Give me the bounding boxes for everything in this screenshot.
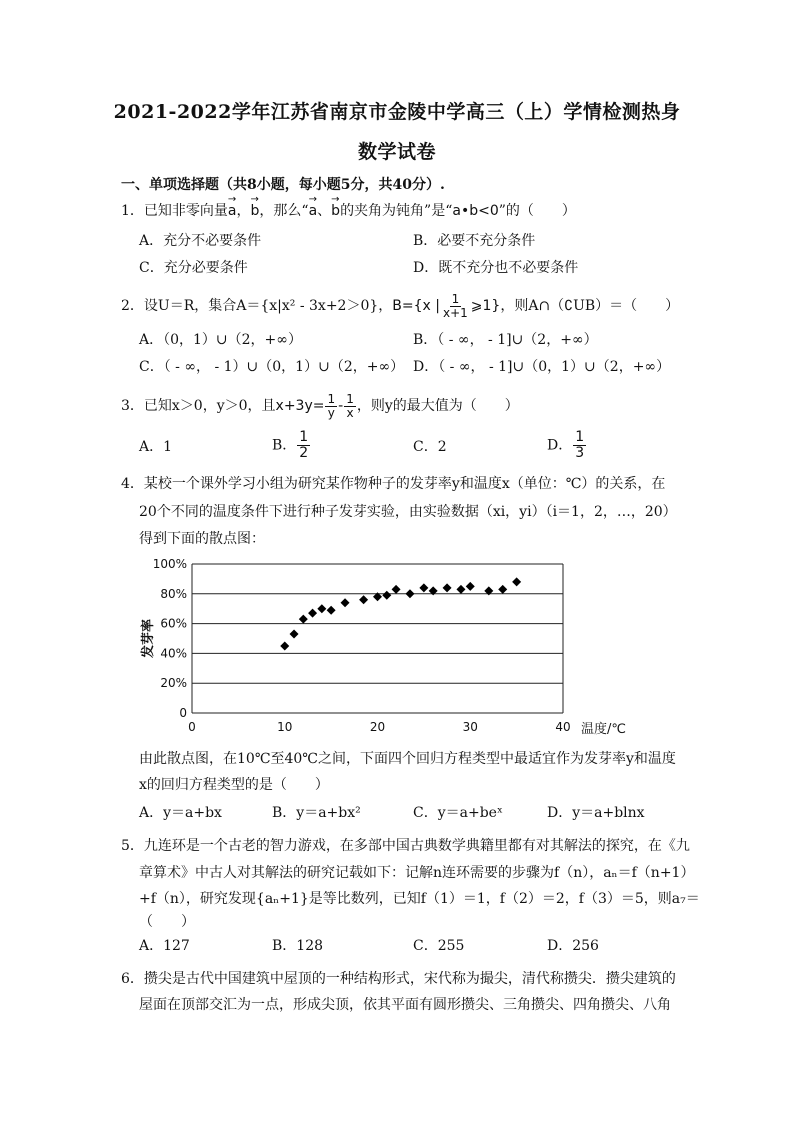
vector-a: → a bbox=[228, 201, 237, 221]
data-point bbox=[290, 630, 299, 639]
data-point bbox=[512, 577, 521, 586]
x-tick-label: 0 bbox=[188, 720, 196, 734]
x-tick-label: 30 bbox=[462, 720, 478, 734]
q3-option-a: A．1 bbox=[139, 439, 173, 455]
data-point bbox=[443, 583, 452, 592]
q3-text: 3．已知x＞0，y＞0，且 bbox=[121, 398, 276, 414]
q1-sep2: 、 bbox=[317, 203, 332, 219]
q2-option-b: B．（ - ∞， - 1]∪（2，+∞） bbox=[413, 332, 598, 348]
q1-option-d: D．既不充分也不必要条件 bbox=[413, 260, 579, 276]
q4-option-c: C．y＝a+beˣ bbox=[413, 805, 503, 821]
q5-line-2: 章算术》中古人对其解法的研究记载如下：记解n连环需要的步骤为f（n），aₙ＝f（n+1） bbox=[139, 865, 695, 881]
y-tick-label: 20% bbox=[160, 676, 187, 691]
q1-option-c: C．充分必要条件 bbox=[139, 260, 248, 276]
q2-frac-den: x+1 bbox=[442, 305, 468, 320]
y-tick-label: 40% bbox=[160, 646, 187, 661]
q5-option-a: A．127 bbox=[139, 938, 190, 954]
q3-option-d bbox=[547, 430, 587, 461]
q3-option-b-frac bbox=[297, 430, 310, 461]
x-tick-label: 10 bbox=[277, 720, 293, 734]
q3-d-num: 1 bbox=[575, 429, 585, 445]
scatter-chart bbox=[140, 556, 660, 741]
data-point bbox=[382, 591, 391, 600]
question-3 bbox=[121, 392, 519, 420]
q5-option-b: B．128 bbox=[272, 938, 324, 954]
q2-frac-num: 1 bbox=[451, 291, 460, 306]
q2-set-b-close: ⩾1} bbox=[470, 298, 501, 314]
data-point bbox=[299, 615, 308, 624]
q1-option-b: B．必要不充分条件 bbox=[413, 233, 536, 249]
data-point bbox=[498, 585, 507, 594]
data-point bbox=[405, 589, 414, 598]
q4-line-3: 得到下面的散点图： bbox=[139, 531, 265, 547]
q2-option-d: D．（ - ∞， - 1]∪（0，1）∪（2，+∞） bbox=[413, 359, 671, 375]
data-point bbox=[317, 604, 326, 613]
q2-set-b-open: B={x | bbox=[392, 298, 440, 314]
q3-option-d-label: D． bbox=[547, 437, 573, 454]
data-point bbox=[466, 582, 475, 591]
question-2 bbox=[121, 292, 679, 320]
q5-option-d: D．256 bbox=[547, 938, 599, 954]
q2-option-c: C．（ - ∞， - 1）∪（0，1）∪（2，+∞） bbox=[139, 359, 405, 375]
q2-post: ，则A∩（∁UB）＝（ ） bbox=[500, 298, 680, 314]
q2-option-a: A．（0，1）∪（2，+∞） bbox=[139, 332, 302, 348]
vector-a-2: → a bbox=[309, 201, 318, 221]
chart-grid bbox=[192, 564, 563, 713]
q1-sep: ， bbox=[236, 203, 251, 219]
q3-post: ，则y的最大值为（ ） bbox=[356, 398, 519, 414]
section-heading: 一、单项选择题（共8小题，每小题5分，共40分）. bbox=[121, 177, 445, 193]
data-point bbox=[280, 641, 289, 650]
q5-option-c: C．255 bbox=[413, 938, 465, 954]
q3-minus: - bbox=[338, 398, 344, 414]
q1-dot-product: a•b<0 bbox=[452, 203, 499, 219]
chart-y-label: 发芽率 bbox=[141, 618, 156, 659]
data-point bbox=[327, 606, 336, 615]
chart-x-ticks bbox=[188, 720, 570, 734]
q2-text: 2．设U＝R，集合A＝{x|x² - 3x+2＞0}， bbox=[121, 298, 393, 314]
q3-b-den: 2 bbox=[299, 445, 309, 461]
q1-post: ”的（ ） bbox=[498, 203, 576, 219]
y-tick-label: 0 bbox=[179, 706, 187, 720]
q4-after-line-1: 由此散点图，在10℃至40℃之间，下面四个回归方程类型中最适宜作为发芽率y和温度 bbox=[139, 751, 676, 767]
q3-f2-den: x bbox=[346, 405, 354, 420]
x-tick-label: 40 bbox=[555, 720, 571, 734]
q3-d-den: 3 bbox=[575, 445, 585, 461]
q3-option-d-frac bbox=[573, 430, 586, 461]
exam-subtitle: 数学试卷 bbox=[357, 141, 436, 163]
data-point bbox=[456, 585, 465, 594]
q3-fraction-1 bbox=[325, 393, 337, 420]
q3-option-c: C．2 bbox=[413, 439, 447, 455]
q4-option-d: D．y＝a+blnx bbox=[547, 805, 645, 821]
y-tick-label: 100% bbox=[152, 557, 187, 571]
vector-b-2: → b bbox=[331, 201, 340, 221]
q1-mid2: 的夹角为钝角”是“ bbox=[340, 203, 453, 219]
q3-f2-num: 1 bbox=[346, 391, 354, 406]
q1-option-a: A．充分不必要条件 bbox=[139, 233, 262, 249]
q3-f1-den: y bbox=[327, 405, 335, 420]
question-4: 4．某校一个课外学习小组为研究某作物种子的发芽率y和温度x（单位：℃）的关系，在 bbox=[121, 476, 666, 492]
chart-points bbox=[280, 577, 521, 650]
q1-text: 1．已知非零向量 bbox=[121, 203, 228, 219]
q2-fraction bbox=[441, 293, 470, 320]
q3-option-b bbox=[272, 430, 311, 461]
question-5: 5．九连环是一个古老的智力游戏，在多部中国古典数学典籍里都有对其解法的探究，在《九 bbox=[121, 838, 690, 854]
q4-option-a: A．y＝a+bx bbox=[139, 805, 222, 821]
data-point bbox=[392, 585, 401, 594]
q3-option-b-label: B． bbox=[272, 437, 297, 454]
exam-title: 2021-2022学年江苏省南京市金陵中学高三（上）学情检测热身 bbox=[113, 101, 681, 123]
vector-b: → b bbox=[251, 201, 260, 221]
y-tick-label: 80% bbox=[160, 586, 187, 601]
question-1 bbox=[121, 201, 576, 221]
q4-after-line-2: x的回归方程类型的是（ ） bbox=[139, 777, 329, 793]
question-6: 6．攒尖是古代中国建筑中屋顶的一种结构形式，宋代称为撮尖，清代称攒尖．攒尖建筑的 bbox=[121, 971, 676, 987]
q4-line-2: 20个不同的温度条件下进行种子发芽实验，由实验数据（xi，yi）（i＝1，2，…，20） bbox=[139, 504, 677, 520]
data-point bbox=[341, 598, 350, 607]
chart-y-ticks bbox=[153, 557, 187, 720]
y-tick-label: 60% bbox=[160, 616, 187, 631]
data-point bbox=[308, 609, 317, 618]
q3-f1-num: 1 bbox=[327, 391, 336, 406]
q5-line-3: +f（n），研究发现{aₙ+1}是等比数列，已知f（1）＝1，f（2）＝2，f（3）＝5，则a₇＝ bbox=[139, 891, 700, 907]
chart-x-label: 温度/℃ bbox=[581, 722, 626, 737]
x-tick-label: 20 bbox=[369, 720, 386, 734]
q1-mid: ，那么“ bbox=[259, 203, 309, 219]
q5-line-4: （ ） bbox=[139, 914, 195, 930]
q3-b-num: 1 bbox=[299, 429, 309, 445]
q3-expr: x+3y= bbox=[275, 398, 325, 414]
q6-line-2: 屋面在顶部交汇为一点，形成尖顶，依其平面有圆形攒尖、三角攒尖、四角攒尖、八角 bbox=[139, 997, 671, 1013]
data-point bbox=[419, 583, 428, 592]
q4-option-b: B．y＝a+bx² bbox=[272, 805, 361, 821]
data-point bbox=[359, 595, 368, 604]
q3-fraction-2 bbox=[344, 393, 356, 420]
